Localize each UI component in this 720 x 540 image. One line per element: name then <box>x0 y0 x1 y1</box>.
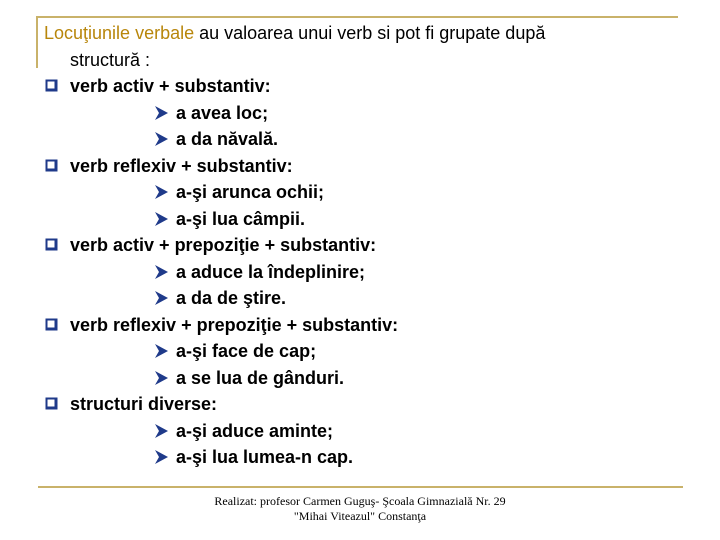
footer-credit <box>150 494 570 524</box>
example-item <box>44 100 684 127</box>
category-label: verb activ + substantiv: <box>70 76 271 96</box>
footer-line-1: Realizat: profesor Carmen Guguş- Şcoala Gimnazială Nr. 29 <box>214 494 506 508</box>
title-rest: au valoarea unui verb si pot fi grupate după <box>194 23 546 43</box>
example-item <box>44 365 684 392</box>
category-item <box>44 312 684 339</box>
example-item <box>44 126 684 153</box>
category-item <box>44 153 684 180</box>
slide-title <box>44 20 684 73</box>
arrowhead-bullet-icon <box>154 423 169 439</box>
category-item <box>44 391 684 418</box>
title-continuation: structură : <box>70 49 151 70</box>
hollow-square-bullet-icon <box>45 397 58 410</box>
example-item <box>44 179 684 206</box>
example-item <box>44 338 684 365</box>
example-item <box>44 285 684 312</box>
left-rule <box>36 16 38 68</box>
hollow-square-bullet-icon <box>45 159 58 172</box>
example-item <box>44 206 684 233</box>
example-text: a-şi lua lumea-n cap. <box>176 447 354 467</box>
bottom-rule <box>38 486 683 488</box>
arrowhead-bullet-icon <box>154 131 169 147</box>
arrowhead-bullet-icon <box>154 370 169 386</box>
top-rule <box>38 16 678 18</box>
category-item <box>44 73 684 100</box>
arrowhead-bullet-icon <box>154 211 169 227</box>
arrowhead-bullet-icon <box>154 105 169 121</box>
hollow-square-bullet-icon <box>45 79 58 92</box>
example-text: a aduce la îndeplinire; <box>176 261 366 282</box>
example-item <box>44 259 684 286</box>
category-item <box>44 232 684 259</box>
example-text: a da năvală. <box>176 129 279 149</box>
category-list <box>44 73 684 471</box>
hollow-square-bullet-icon <box>45 318 58 331</box>
slide-content <box>44 20 684 471</box>
example-text: a-şi aduce aminte; <box>176 420 334 441</box>
example-text: a se lua de gânduri. <box>176 367 345 388</box>
category-label: verb reflexiv + substantiv: <box>70 155 293 176</box>
example-text: a-şi arunca ochii; <box>176 182 325 202</box>
example-item <box>44 418 684 445</box>
example-text: a-şi lua câmpii. <box>176 208 306 229</box>
category-label: verb reflexiv + prepoziţie + substantiv: <box>70 314 399 335</box>
hollow-square-bullet-icon <box>45 238 58 251</box>
arrowhead-bullet-icon <box>154 343 169 359</box>
title-highlight: Locuţiunile verbale <box>44 23 195 43</box>
example-item <box>44 444 684 471</box>
example-text: a da de ştire. <box>176 288 287 308</box>
category-label: structuri diverse: <box>70 394 218 414</box>
arrowhead-bullet-icon <box>154 184 169 200</box>
footer-line-2: "Mihai Viteazul" Constanţa <box>293 509 427 523</box>
arrowhead-bullet-icon <box>154 290 169 306</box>
category-label: verb activ + prepoziţie + substantiv: <box>70 235 377 255</box>
example-text: a avea loc; <box>176 102 269 123</box>
example-text: a-şi face de cap; <box>176 341 317 361</box>
arrowhead-bullet-icon <box>154 264 169 280</box>
arrowhead-bullet-icon <box>154 449 169 465</box>
